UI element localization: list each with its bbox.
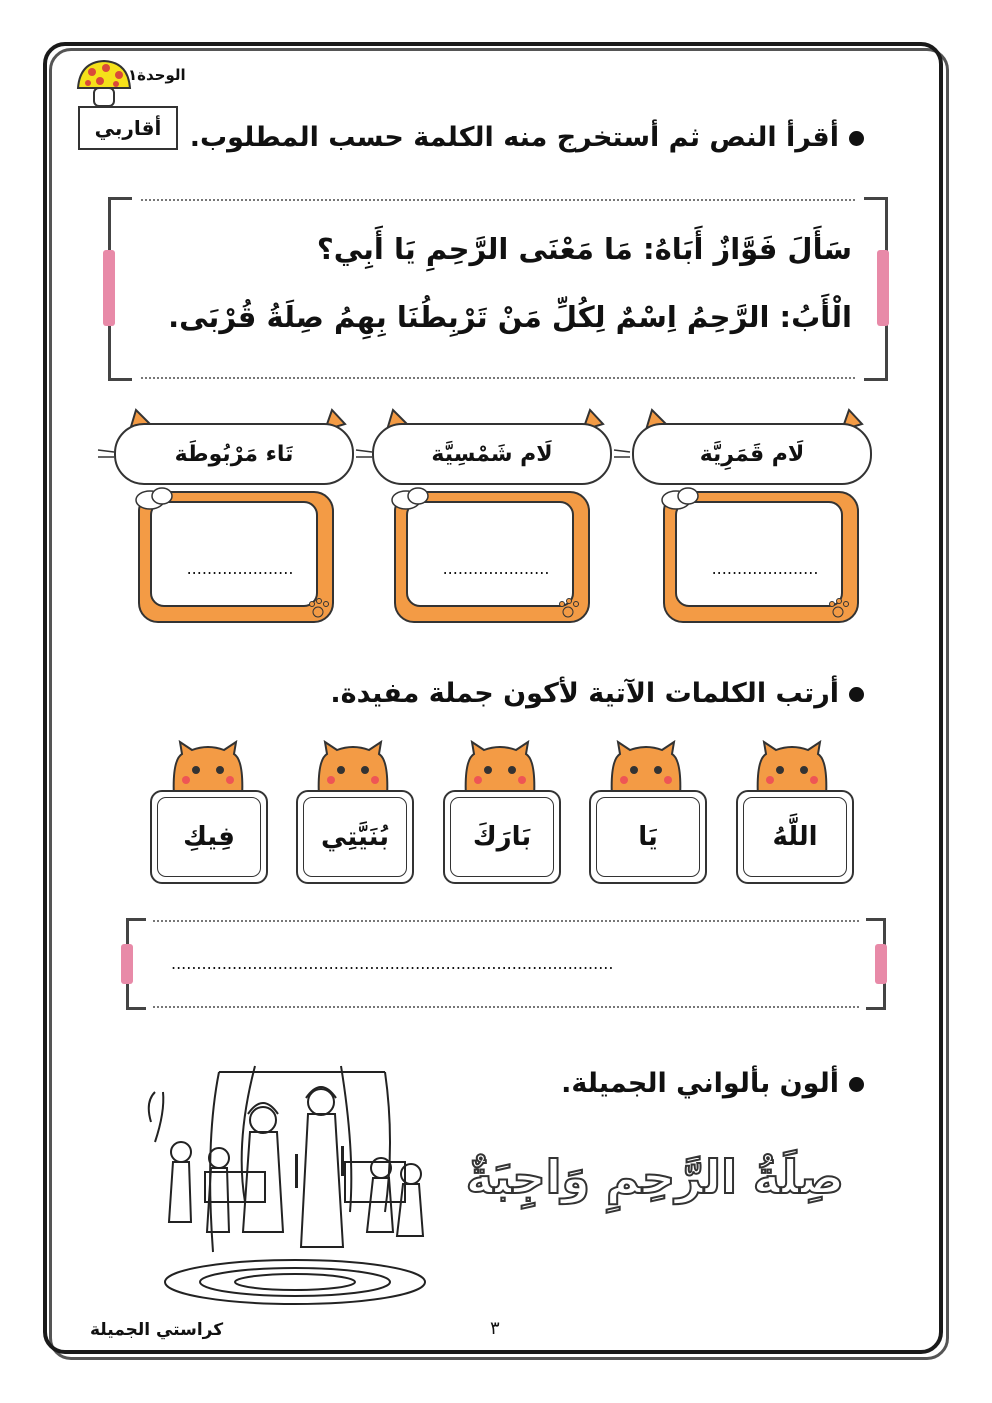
section3-heading: ألون بألواني الجميلة. (561, 1068, 864, 1099)
category-label-ta-marbuta: تَاء مَرْبُوطَة (114, 423, 354, 485)
page-number: ٣ (490, 1318, 500, 1339)
category-label-lam-shamsiya: لَام شَمْسِيَّة (372, 423, 612, 485)
family-visit-illustration (145, 1062, 445, 1310)
unit-label: الوحدة١ (128, 66, 186, 84)
word-card-5[interactable]: فِيكِ (150, 790, 268, 884)
sentence-answer-box (126, 918, 886, 1010)
answer-field-ta-marbuta[interactable]: ..................... (186, 559, 294, 578)
section2-heading: أرتب الكلمات الآتية لأكون جملة مفيدة. (330, 678, 864, 709)
word-card-3[interactable]: بَارَكَ (443, 790, 561, 884)
word-card-1[interactable]: اللَّهُ (736, 790, 854, 884)
word-card-2[interactable]: يَا (589, 790, 707, 884)
book-title: كراستي الجميلة (90, 1320, 224, 1340)
passage-line-1: سَأَلَ فَوَّازٌ أَبَاهُ: مَا مَعْنَى الرَّحِمِ يَا أَبِي؟ (316, 232, 852, 266)
passage-line-2: الْأَبُ: الرَّحِمُ اِسْمٌ لِكُلِّ مَنْ تَرْبِطُنَا بِهِمُ صِلَةُ قُرْبَى. (168, 300, 852, 334)
unit-title: أقاربي (94, 116, 162, 140)
section1-heading: أقرأ النص ثم أستخرج منه الكلمة حسب المطلوب. (190, 122, 864, 153)
answer-field-lam-shamsiya[interactable]: ..................... (442, 559, 550, 578)
outline-phrase-to-color[interactable]: صِلَةُ الرَّحِمِ وَاجِبَةٌ (465, 1150, 844, 1204)
answer-field-lam-qamariya[interactable]: ..................... (711, 559, 819, 578)
sentence-answer-line[interactable]: ....................................................................................... (171, 954, 614, 973)
category-label-lam-qamariya: لَام قَمَرِيَّة (632, 423, 872, 485)
word-card-4[interactable]: بُنَيَّتِي (296, 790, 414, 884)
right-pink-tab (875, 944, 887, 984)
bullet-icon (849, 1077, 864, 1092)
bullet-icon (849, 687, 864, 702)
cloud-and-paw-decorations (0, 480, 992, 640)
left-pink-tab (121, 944, 133, 984)
